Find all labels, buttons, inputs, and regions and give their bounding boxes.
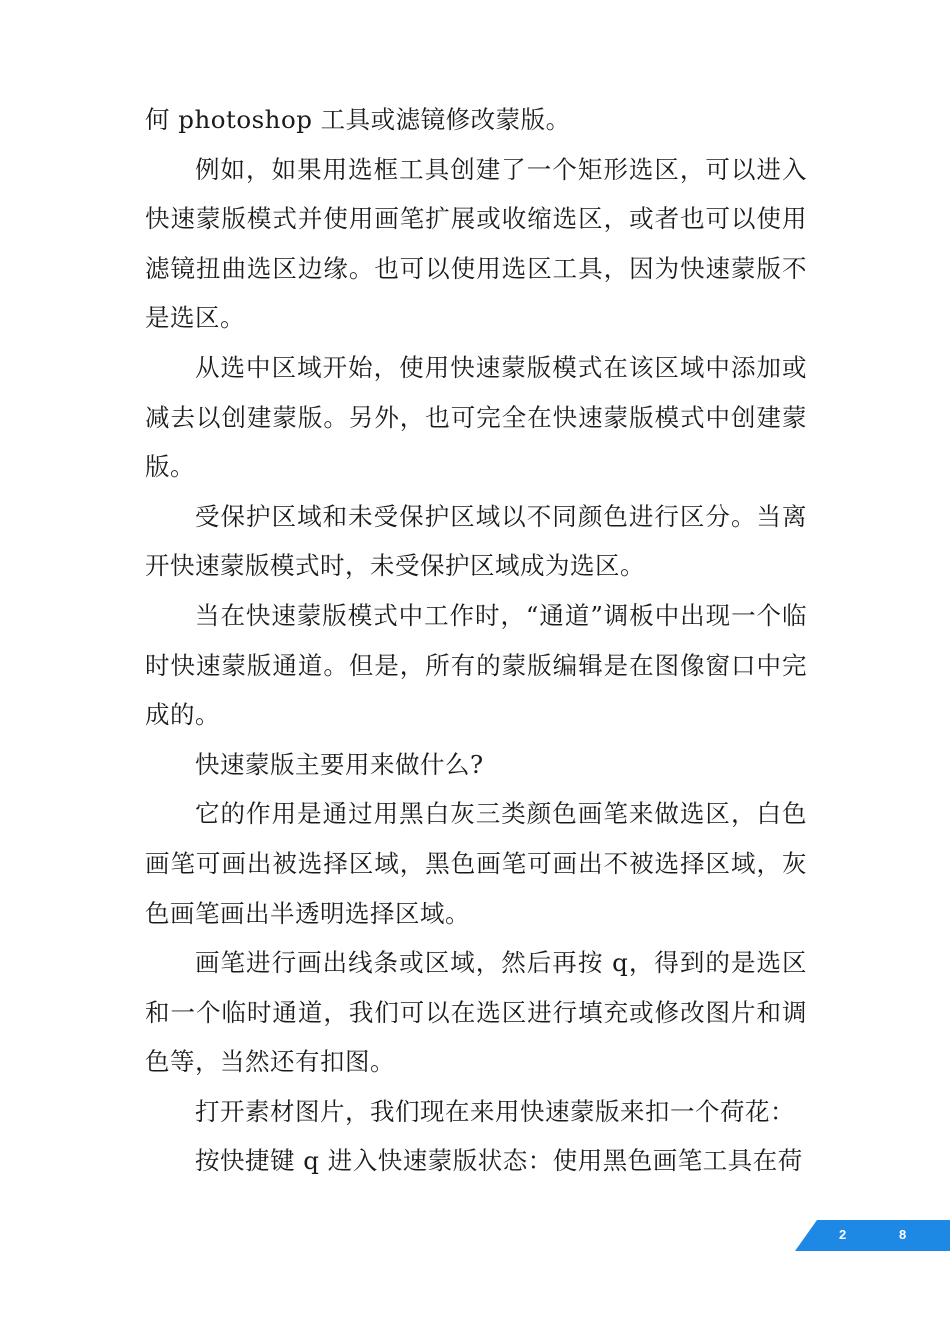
document-body (145, 95, 807, 1186)
paragraph: 例如，如果用选框工具创建了一个矩形选区，可以进入快速蒙版模式并使用画笔扩展或收缩选区，或者也可以使用滤镜扭曲选区边缘。也可以使用选区工具，因为快速蒙版不是选区。 (145, 154, 807, 333)
paragraph: 何 photoshop 工具或滤镜修改蒙版。 (145, 105, 571, 134)
paragraph: 当在快速蒙版模式中工作时，“通道”调板中出现一个临时快速蒙版通道。但是，所有的蒙版编辑是在图像窗口中完成的。 (145, 600, 807, 730)
current-page-number: 2 (839, 1227, 847, 1242)
page-number-tab (795, 1220, 950, 1251)
paragraph: 画笔进行画出线条或区域，然后再按 q，得到的是选区和一个临时通道，我们可以在选区进行填充或修改图片和调色等，当然还有扣图。 (145, 948, 807, 1077)
total-page-number: 8 (899, 1227, 907, 1242)
paragraph: 受保护区域和未受保护区域以不同颜色进行区分。当离开快速蒙版模式时，未受保护区域成为选区。 (145, 501, 807, 581)
paragraph: 快速蒙版主要用来做什么? (195, 749, 484, 779)
paragraph: 它的作用是通过用黑白灰三类颜色画笔来做选区，白色画笔可画出被选择区域，黑色画笔可画出不被选择区域，灰色画笔画出半透明选择区域。 (145, 799, 807, 928)
page-number-footer (795, 1220, 950, 1251)
paragraph: 按快捷键 q 进入快速蒙版状态：使用黑色画笔工具在荷 (195, 1146, 803, 1176)
paragraph: 打开素材图片，我们现在来用快速蒙版来扣一个荷花： (195, 1096, 795, 1126)
paragraph: 从选中区域开始，使用快速蒙版模式在该区域中添加或减去以创建蒙版。另外，也可完全在快速蒙版模式中创建蒙版。 (145, 352, 807, 482)
